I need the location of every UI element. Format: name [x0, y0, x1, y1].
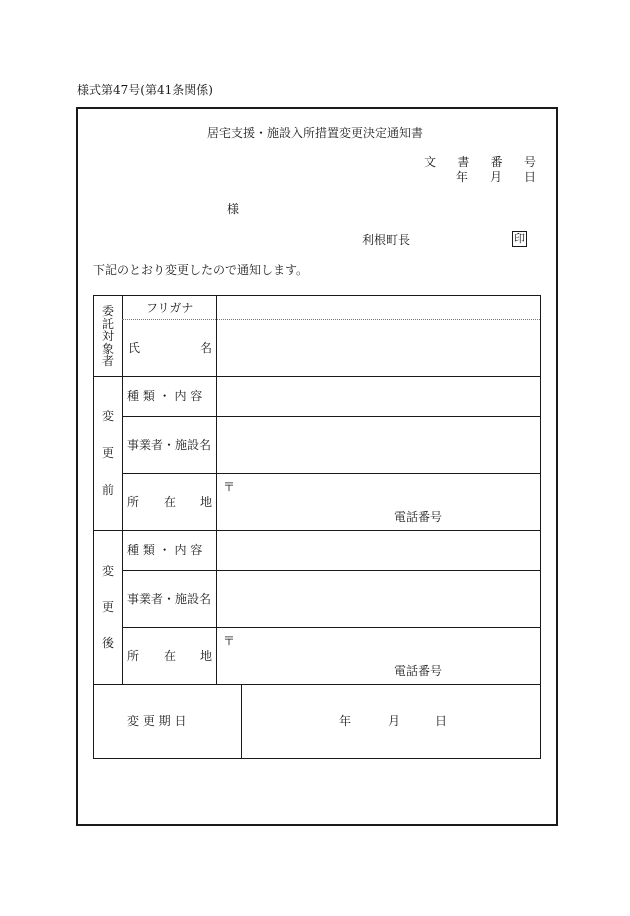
furigana-label: フリガナ — [146, 301, 194, 315]
after-type-label: 種 類 ・ 内 容 — [127, 543, 203, 557]
doc-number-char: 書 — [457, 155, 470, 169]
before-location-char: 在 — [164, 495, 177, 509]
after-phone-label: 電話番号 — [394, 664, 443, 678]
after-location-char: 地 — [200, 649, 213, 663]
after-group-char: 更 — [102, 600, 115, 614]
before-group-char: 変 — [102, 409, 115, 423]
group-char: 者 — [101, 354, 114, 369]
form-number-label: 様式第47号(第41条関係) — [77, 83, 213, 97]
issuer-name: 利根町長 — [362, 233, 411, 247]
after-location-char: 所 — [127, 649, 140, 663]
before-postal-mark: 〒 — [223, 480, 236, 494]
before-phone-label: 電話番号 — [394, 510, 443, 524]
after-location-char: 在 — [164, 649, 177, 663]
subject-group-label — [101, 305, 115, 368]
after-group-char: 変 — [102, 564, 115, 578]
document-title: 居宅支援・施設入所措置変更決定通知書 — [206, 126, 423, 140]
date-month-char: 月 — [489, 170, 502, 184]
before-type-label: 種 類 ・ 内 容 — [127, 389, 203, 403]
change-date-month: 月 — [388, 714, 401, 728]
date-year-char: 年 — [456, 170, 469, 184]
doc-number-char: 番 — [490, 155, 503, 169]
name-label-last: 名 — [200, 341, 213, 355]
change-details-table — [93, 295, 541, 759]
change-date-year: 年 — [339, 714, 352, 728]
before-location-char: 所 — [127, 495, 140, 509]
before-group-char: 前 — [102, 483, 115, 497]
before-group-char: 更 — [102, 446, 115, 460]
addressee-suffix: 様 — [227, 202, 240, 216]
after-business-label: 事業者・施設名 — [127, 592, 212, 606]
doc-number-char: 号 — [523, 155, 536, 169]
document-number-label — [424, 156, 536, 168]
group-char: 委 — [101, 304, 114, 318]
after-postal-mark: 〒 — [223, 634, 236, 648]
after-group-char: 後 — [102, 636, 115, 650]
doc-number-char: 文 — [424, 155, 437, 169]
group-char: 象 — [101, 341, 114, 356]
group-char: 対 — [101, 329, 114, 344]
document-date-label — [456, 171, 536, 183]
before-business-label: 事業者・施設名 — [127, 438, 212, 452]
change-date-label: 変 更 期 日 — [127, 714, 187, 728]
before-location-char: 地 — [200, 495, 213, 509]
notice-text: 下記のとおり変更したので通知します。 — [93, 263, 309, 277]
group-char: 託 — [101, 316, 114, 331]
change-date-day: 日 — [435, 714, 448, 728]
date-day-char: 日 — [523, 170, 536, 184]
seal-mark: 印 — [514, 232, 525, 245]
name-label-first: 氏 — [128, 341, 141, 355]
